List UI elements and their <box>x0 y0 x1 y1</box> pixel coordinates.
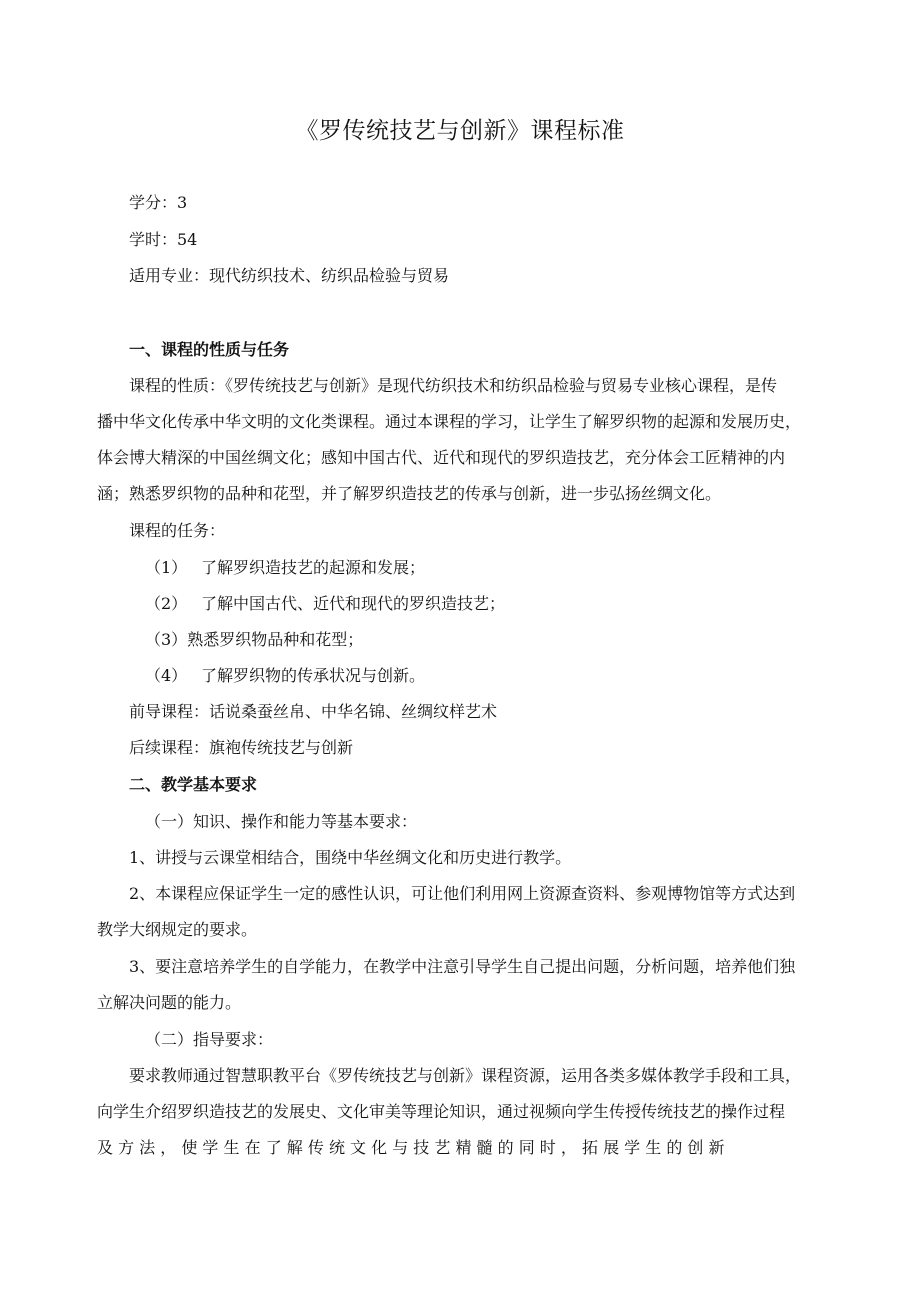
guide-line-2: 向学生介绍罗织造技艺的发展史、文化审美等理论知识，通过视频向学生传授传统技艺的操作过程 <box>97 1102 786 1121</box>
task-label: 课程的任务： <box>129 521 226 540</box>
section2-heading: 二、教学基本要求 <box>129 775 258 794</box>
subsection1-heading: （一）知识、操作和能力等基本要求： <box>145 812 418 831</box>
nature-line-2: 播中华文化传承中华文明的文化类课程。通过本课程的学习，让学生了解罗织物的起源和发展历史， <box>97 412 802 431</box>
nature-line-3: 体会博大精深的中国丝绸文化；感知中国古代、近代和现代的罗织造技艺，充分体会工匠精神的内 <box>97 448 786 467</box>
majors-line: 适用专业：现代纺织技术、纺织品检验与贸易 <box>129 266 450 285</box>
section1-heading: 一、课程的性质与任务 <box>129 340 290 359</box>
task-item-1 <box>145 558 425 578</box>
credits-line: 学分：3 <box>129 193 188 212</box>
requirement-item-3-line-1: 3、要注意培养学生的自学能力，在教学中注意引导学生自己提出问题，分析问题，培养他们独 <box>129 957 796 976</box>
subsection2-heading: （二）指导要求： <box>145 1030 274 1049</box>
followup-line: 后续课程：旗袍传统技艺与创新 <box>129 738 354 757</box>
nature-line-4: 涵；熟悉罗织物的品种和花型，并了解罗织造技艺的传承与创新，进一步弘扬丝绸文化。 <box>97 484 722 503</box>
requirement-item-1: 1、讲授与云课堂相结合，围绕中华丝绸文化和历史进行教学。 <box>129 848 572 867</box>
task-text: 熟悉罗织物品种和花型； <box>187 630 364 649</box>
guide-line-1: 要求教师通过智慧职教平台《罗传统技艺与创新》课程资源，运用各类多媒体教学手段和工具， <box>129 1066 802 1085</box>
prereq-line: 前导课程：话说桑蚕丝帛、中华名锦、丝绸纹样艺术 <box>129 702 498 721</box>
requirement-item-2-line-2: 教学大纲规定的要求。 <box>97 920 258 939</box>
task-item-4 <box>145 666 425 686</box>
document-title: 《罗传统技艺与创新》课程标准 <box>295 118 625 144</box>
guide-line-3: 及 方 法 ， 使 学 生 在 了 解 传 统 文 化 与 技 艺 精 髓 的 同 时 ， 拓 展 学 生 的 创 新 <box>97 1138 725 1157</box>
task-num: （4） <box>145 666 188 685</box>
hours-line: 学时：54 <box>129 230 198 249</box>
task-num: （2） <box>145 594 188 613</box>
task-text: 了解中国古代、近代和现代的罗织造技艺； <box>201 594 506 613</box>
task-item-3 <box>145 630 363 650</box>
task-num: （3） <box>145 630 188 649</box>
requirement-item-3-line-2: 立解决问题的能力。 <box>97 993 242 1012</box>
task-text: 了解罗织物的传承状况与创新。 <box>201 666 426 685</box>
task-num: （1） <box>145 558 188 577</box>
nature-line-1: 课程的性质：《罗传统技艺与创新》是现代纺织技术和纺织品检验与贸易专业核心课程，是传 <box>129 376 778 395</box>
task-item-2 <box>145 594 505 614</box>
task-text: 了解罗织造技艺的起源和发展； <box>201 558 426 577</box>
requirement-item-2-line-1: 2、本课程应保证学生一定的感性认识，可让他们利用网上资源查资料、参观博物馆等方式达到 <box>129 884 796 903</box>
